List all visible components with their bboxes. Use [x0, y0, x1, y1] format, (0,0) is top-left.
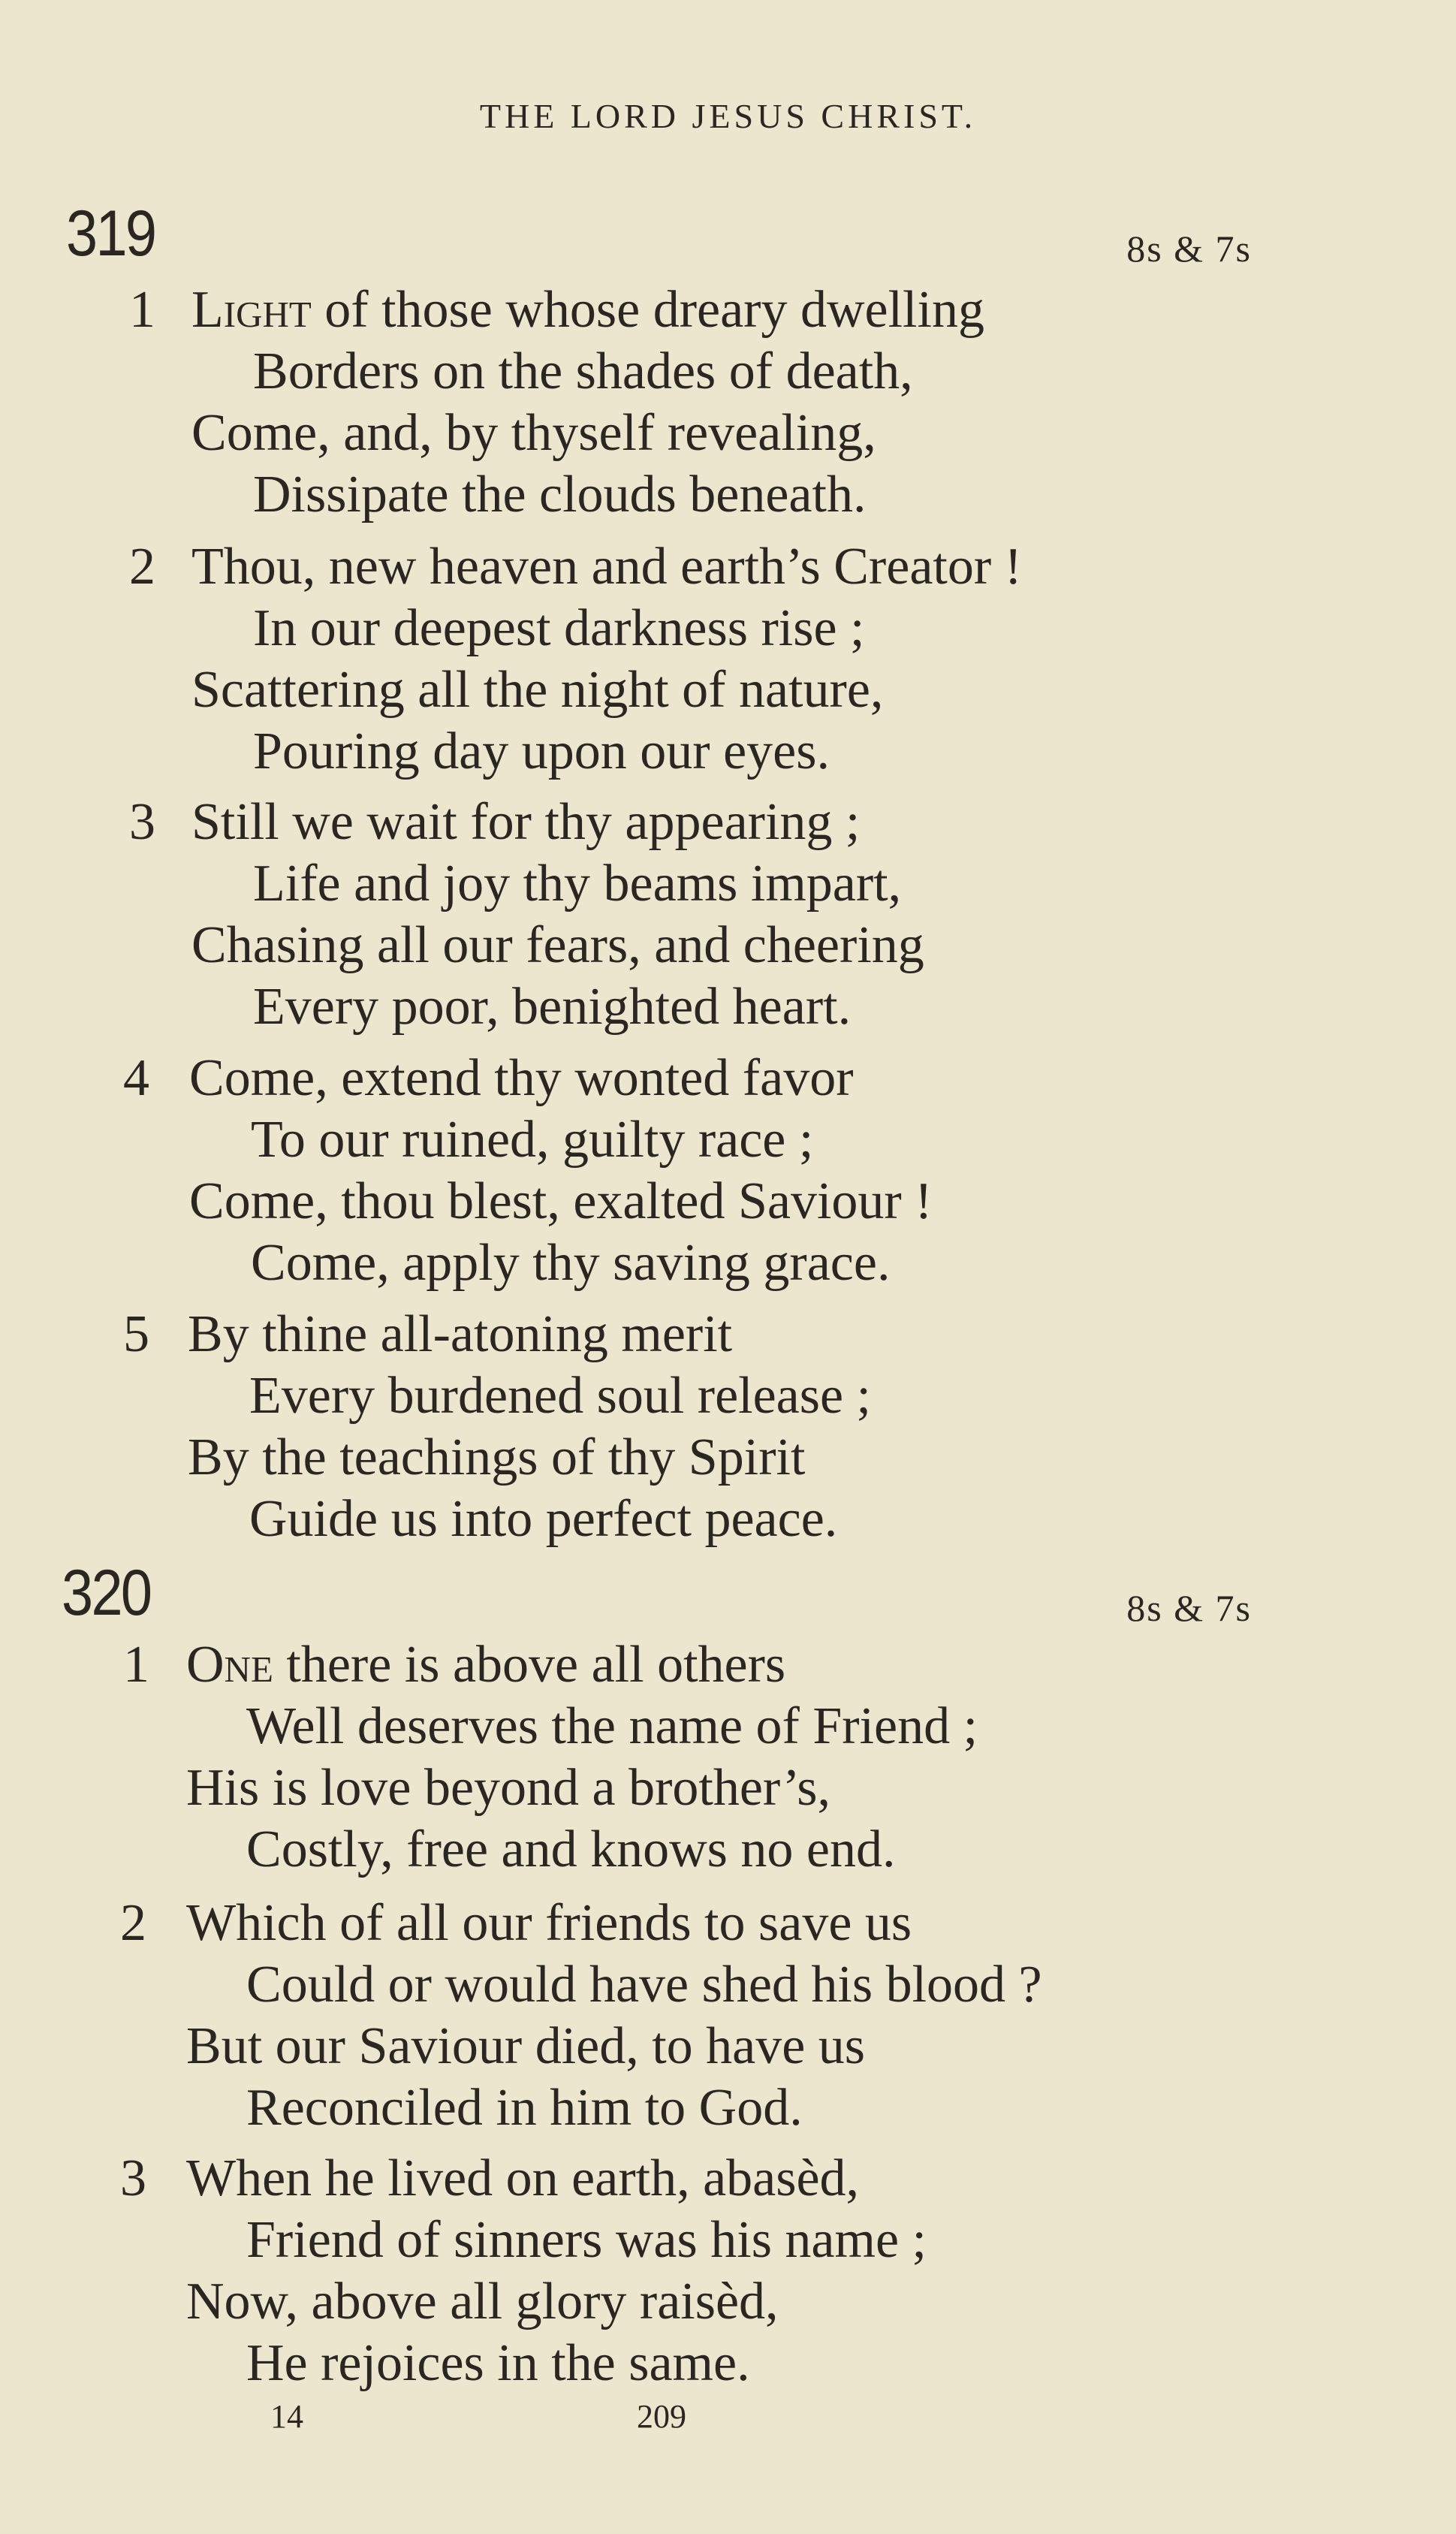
verse-line: His is love beyond a brother’s,	[186, 1759, 831, 1817]
verse-line: Well deserves the name of Friend ;	[246, 1697, 978, 1755]
signature-mark: 14	[270, 2398, 303, 2435]
verse-line: Every burdened soul release ;	[249, 1367, 872, 1425]
verse-number: 2	[120, 1894, 146, 1952]
verse-line: Which of all our friends to save us	[186, 1894, 912, 1952]
verse-line: Still we wait for thy appearing ;	[191, 793, 861, 851]
verse-line: Dissipate the clouds beneath.	[253, 466, 867, 523]
verse-line: Borders on the shades of death,	[253, 342, 913, 400]
verse-line: Scattering all the night of nature,	[191, 661, 884, 719]
verse-line-rest: of those whose dreary dwelling	[311, 281, 984, 339]
verse-line: Come, thou blest, exalted Saviour !	[189, 1172, 933, 1230]
page-number: 209	[637, 2398, 686, 2435]
verse-line: Costly, free and knows no end.	[246, 1821, 896, 1878]
verse-number: 1	[123, 1636, 149, 1694]
verse-line: Could or would have shed his blood ?	[246, 1956, 1042, 2014]
verse-line: Pouring day upon our eyes.	[253, 722, 830, 780]
verse-line: Friend of sinners was his name ;	[246, 2211, 927, 2269]
verse-line: To our ruined, guilty race ;	[251, 1111, 814, 1169]
verse-first-word: One	[186, 1636, 273, 1694]
verse-line: By thine all-atoning merit	[188, 1305, 733, 1363]
verse-line: Come, extend thy wonted favor	[189, 1049, 854, 1107]
verse-line: By the teachings of thy Spirit	[188, 1428, 806, 1486]
verse-line: He rejoices in the same.	[246, 2334, 750, 2392]
verse-line: Guide us into perfect peace.	[249, 1490, 838, 1548]
verse-line: When he lived on earth, abasèd,	[186, 2149, 860, 2207]
verse-line	[186, 1634, 785, 1696]
hymn-number: 320	[62, 1557, 151, 1629]
verse-first-word: Light	[191, 281, 312, 339]
verse-number: 4	[123, 1049, 149, 1107]
hymn-number: 319	[66, 198, 155, 270]
hymn-meter: 8s & 7s	[1126, 228, 1252, 270]
verse-line: Reconciled in him to God.	[246, 2079, 803, 2137]
verse-line: Chasing all our fears, and cheering	[191, 916, 924, 974]
verse-line: In our deepest darkness rise ;	[253, 599, 865, 657]
verse-line-rest: there is above all others	[273, 1636, 786, 1694]
verse-line: Come, and, by thyself revealing,	[191, 404, 876, 462]
verse-line: Come, apply thy saving grace.	[251, 1234, 891, 1292]
verse-number: 1	[129, 281, 155, 339]
verse-line: But our Saviour died, to have us	[186, 2017, 866, 2075]
verse-line: Now, above all glory raisèd,	[186, 2273, 779, 2330]
verse-line	[191, 279, 984, 341]
verse-line: Thou, new heaven and earth’s Creator !	[191, 538, 1022, 596]
verse-line: Every poor, benighted heart.	[253, 978, 852, 1036]
hymn-meter: 8s & 7s	[1126, 1587, 1252, 1629]
verse-number: 3	[129, 793, 155, 851]
verse-number: 3	[120, 2149, 146, 2207]
verse-number: 2	[129, 538, 155, 596]
verse-number: 5	[123, 1305, 149, 1363]
verse-line: Life and joy thy beams impart,	[253, 855, 902, 913]
running-head: THE LORD JESUS CHRIST.	[479, 97, 977, 135]
